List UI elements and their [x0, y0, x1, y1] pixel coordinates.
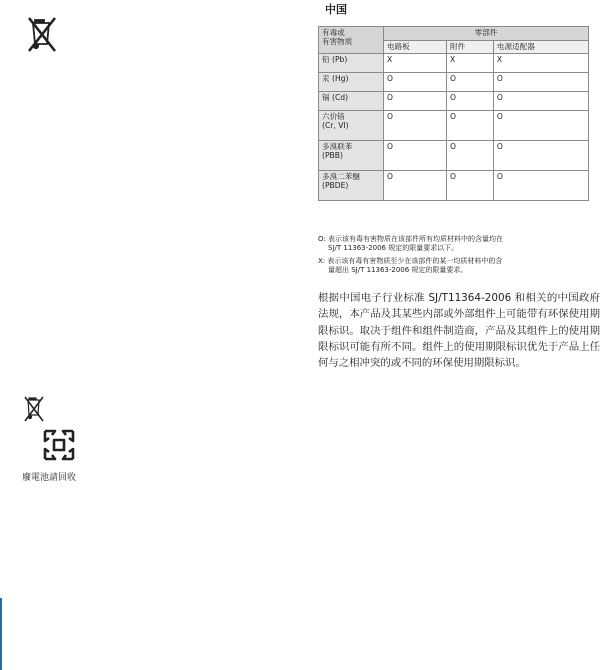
value-cell: O — [446, 171, 493, 201]
note-o: O: 表示该有毒有害物质在该部件所有均质材料中的含量均在 SJ/T 11363-2006 规定的限量要求以下。 — [318, 235, 503, 252]
column-header: 附件 — [446, 40, 493, 54]
table-row — [319, 171, 589, 201]
value-cell: O — [446, 92, 493, 111]
page-edge-bar — [0, 598, 2, 670]
value-cell: O — [493, 171, 588, 201]
value-cell: O — [446, 111, 493, 141]
value-cell: O — [384, 92, 447, 111]
value-cell: O — [384, 171, 447, 201]
hazardous-substances-table — [318, 26, 589, 201]
value-cell: O — [493, 92, 588, 111]
value-cell: O — [493, 111, 588, 141]
value-cell: O — [384, 111, 447, 141]
table-row — [319, 111, 589, 141]
table-row — [319, 73, 589, 92]
column-header: 电路板 — [384, 40, 447, 54]
substance-cell: 镉 (Cd) — [319, 92, 384, 111]
table-row — [319, 92, 589, 111]
battery-recycle-label: 廢電池請回收 — [22, 473, 77, 483]
crossed-out-bin-icon — [23, 396, 45, 422]
table-header-parts: 零部件 — [384, 27, 589, 41]
value-cell: O — [446, 73, 493, 92]
value-cell: O — [384, 141, 447, 171]
region-title: 中国 — [325, 3, 347, 16]
value-cell: O — [384, 73, 447, 92]
value-cell: O — [446, 141, 493, 171]
value-cell: O — [493, 73, 588, 92]
value-cell: X — [384, 54, 447, 73]
note-x: X: 表示该有毒有害物质至少在该部件的某一均质材料中的含 量超出 SJ/T 11363-2006 规定的限量要求。 — [318, 257, 503, 274]
substance-cell: 六价铬 (Cr, VI) — [319, 111, 384, 141]
substance-cell: 多溴联苯 (PBB) — [319, 141, 384, 171]
environmental-protection-paragraph: 根据中国电子行业标准 SJ/T11364-2006 和相关的中国政府法规，本产品及其某些内部或外部组件上可能带有环保使用期限标识。取决于组件和组件制造商，产品及其组件上的使用期限标识可能有所不同。组件上的使用期限标识优先于产品上任何与之相冲突的或不同的环保使用期限标识。 — [318, 292, 600, 370]
battery-recycle-icon — [42, 428, 76, 462]
value-cell: X — [493, 54, 588, 73]
crossed-out-bin-icon — [26, 16, 58, 53]
substance-cell: 铅 (Pb) — [319, 54, 384, 73]
table-row — [319, 54, 589, 73]
column-header: 电源适配器 — [493, 40, 588, 54]
value-cell: X — [446, 54, 493, 73]
table-header-substances: 有毒或 有害物质 — [319, 27, 384, 54]
value-cell: O — [493, 141, 588, 171]
substance-cell: 多溴二苯醚 (PBDE) — [319, 171, 384, 201]
substance-cell: 汞 (Hg) — [319, 73, 384, 92]
table-row — [319, 141, 589, 171]
